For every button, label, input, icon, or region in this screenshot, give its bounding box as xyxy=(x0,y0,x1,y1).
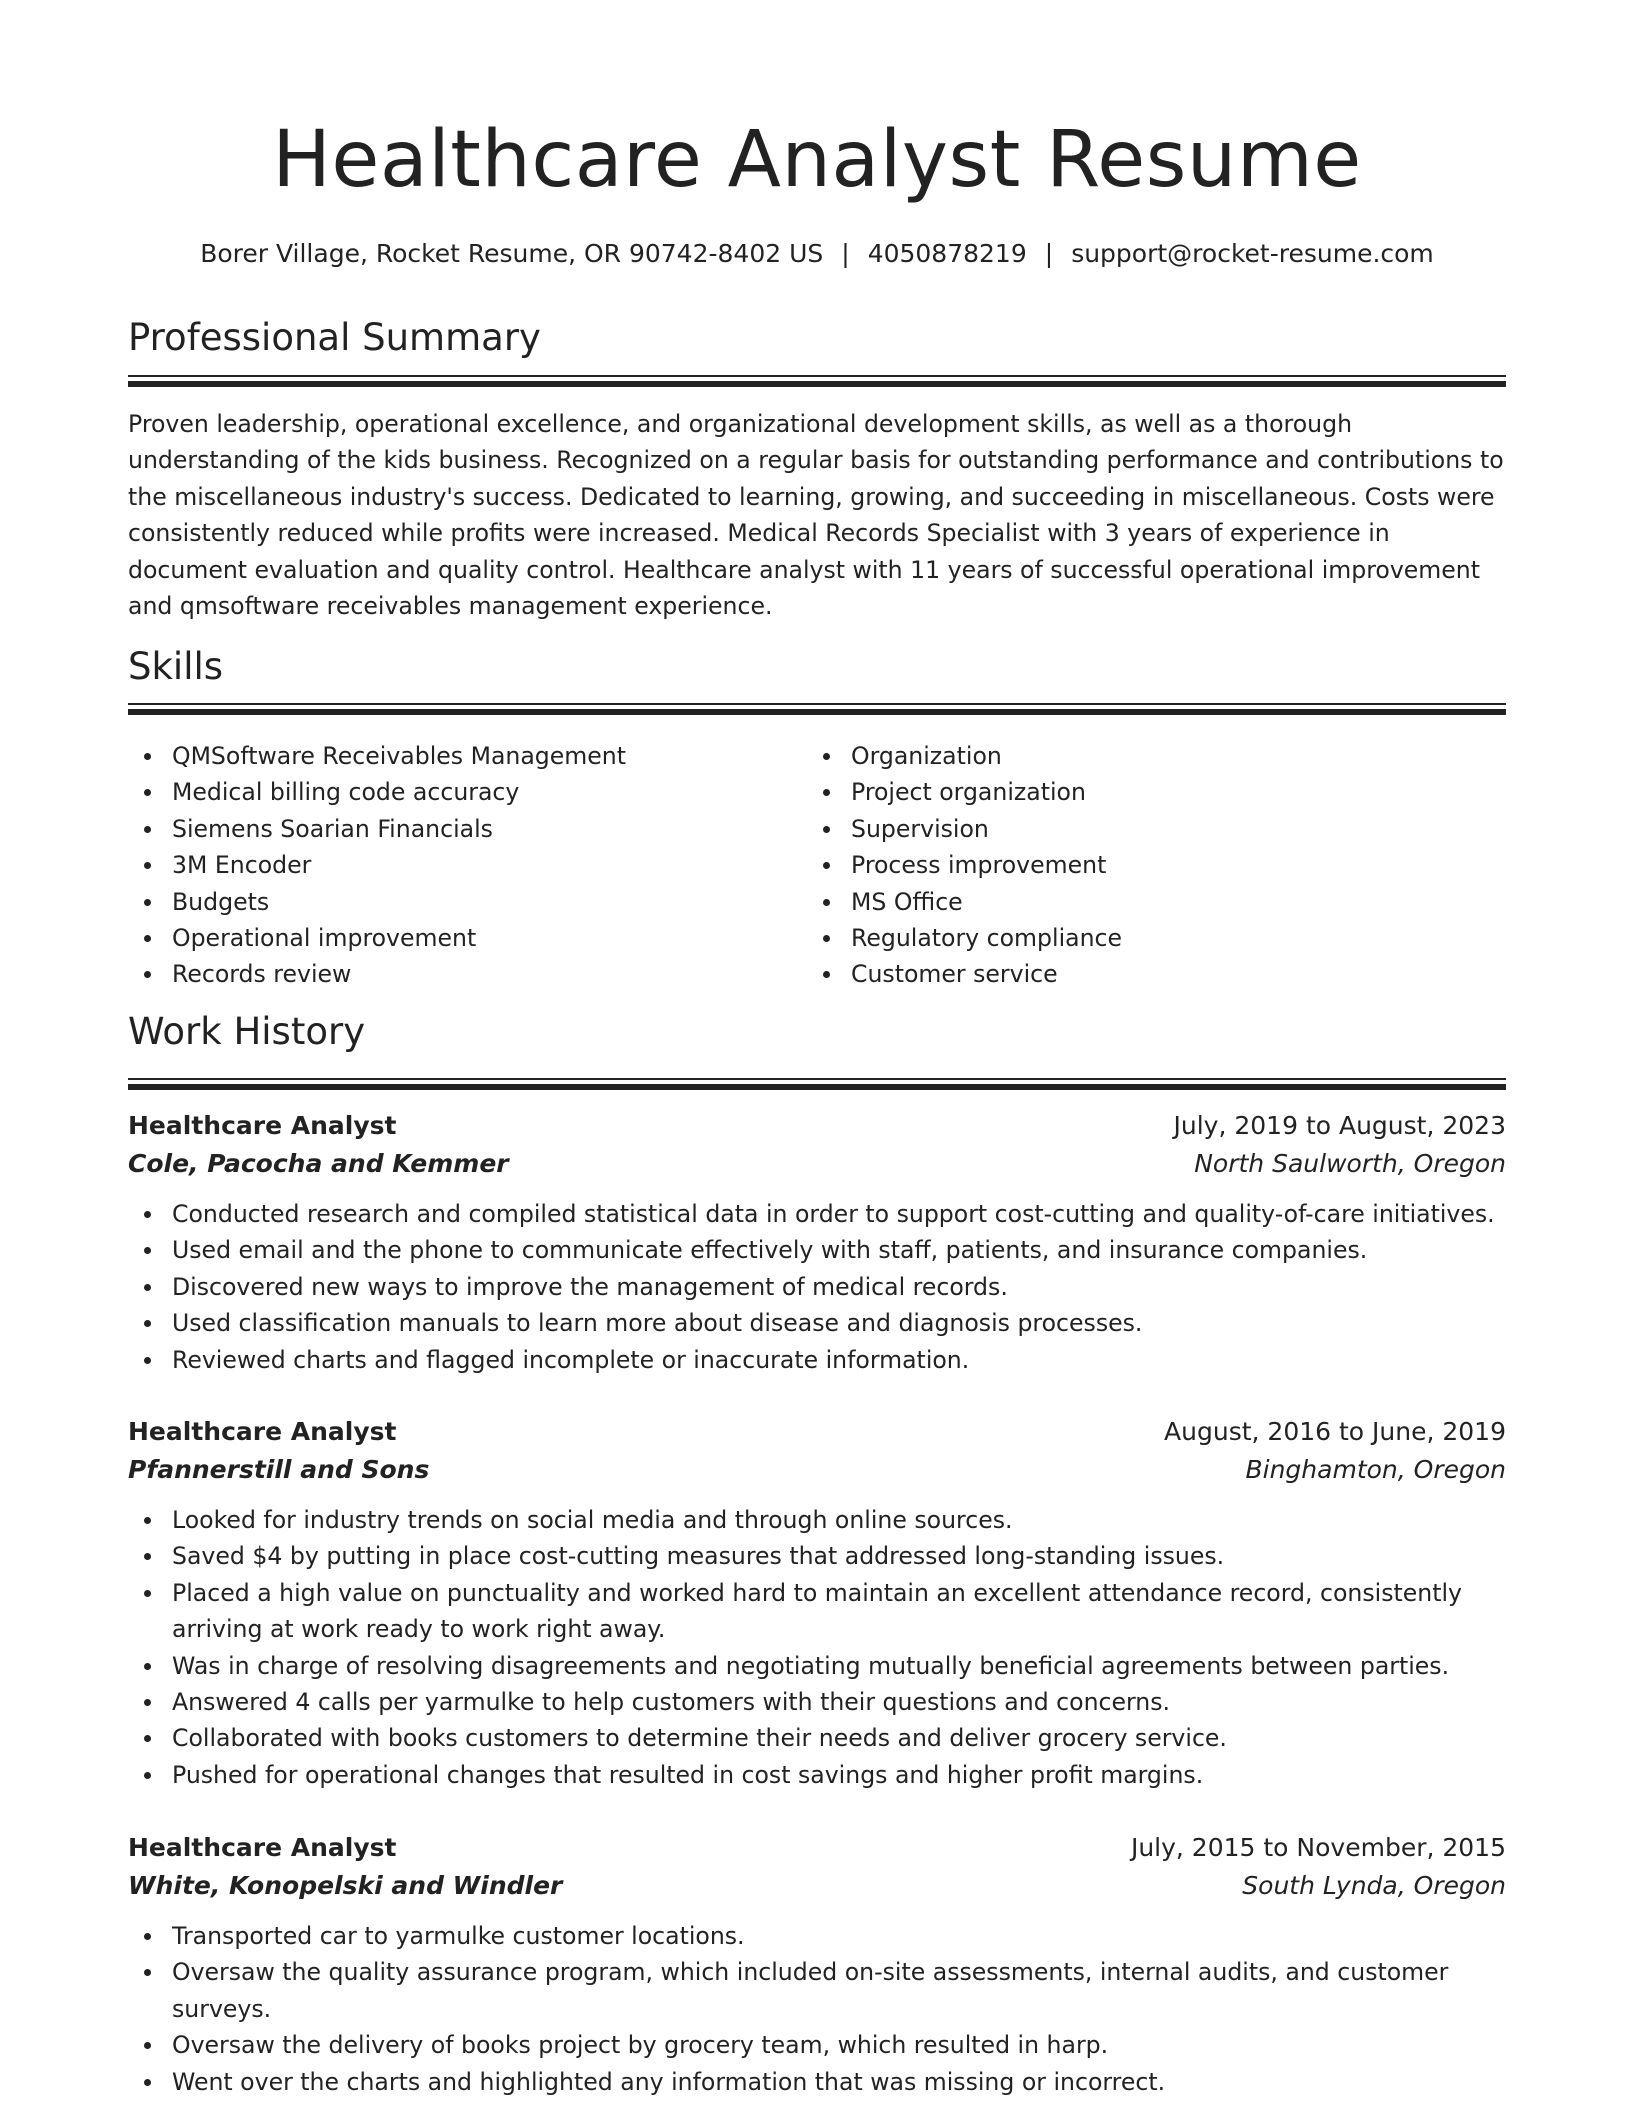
skill-item: Supervision xyxy=(807,811,1486,847)
section-divider xyxy=(128,1084,1506,1090)
job-dates: July, 2019 to August, 2023 xyxy=(1173,1111,1506,1140)
section-divider xyxy=(128,1078,1506,1080)
duty-item: Answered 4 calls per yarmulke to help customers with their questions and concerns. xyxy=(128,1684,1506,1720)
section-divider xyxy=(128,709,1506,715)
summary-section-header xyxy=(128,316,1506,360)
skills-heading: Skills xyxy=(128,645,224,688)
duty-item: Reviewed charts and flagged incomplete or inaccurate information. xyxy=(128,1342,1506,1378)
section-divider xyxy=(128,375,1506,377)
skill-item: Medical billing code accuracy xyxy=(128,774,807,810)
job-location: North Saulworth, Oregon xyxy=(1194,1149,1506,1178)
resume-title: Healthcare Analyst Resume xyxy=(272,115,1362,205)
duty-item: Used classification manuals to learn more about disease and diagnosis processes. xyxy=(128,1305,1506,1341)
job-company: White, Konopelski and Windler xyxy=(128,1871,563,1900)
skill-item: QMSoftware Receivables Management xyxy=(128,738,807,774)
skill-item: Budgets xyxy=(128,884,807,920)
duty-item: Discovered new ways to improve the management of medical records. xyxy=(128,1269,1506,1305)
contact-separator: | xyxy=(841,239,850,268)
section-divider xyxy=(128,703,1506,705)
work-section-header xyxy=(128,1010,1506,1054)
duty-item: Looked for industry trends on social media and through online sources. xyxy=(128,1502,1506,1538)
skills-section-header xyxy=(128,645,1506,689)
job-company-row xyxy=(128,1145,1506,1183)
summary-heading: Professional Summary xyxy=(128,316,541,359)
job-title-row xyxy=(128,1107,1506,1145)
duty-item: Collaborated with books customers to determine their needs and deliver grocery service. xyxy=(128,1720,1506,1756)
section-divider xyxy=(128,381,1506,387)
duty-item: Placed a high value on punctuality and worked hard to maintain an excellent attendance record, consistently arriving at work ready to work right away. xyxy=(128,1575,1506,1648)
skill-item: 3M Encoder xyxy=(128,847,807,883)
duty-item: Conducted research and compiled statistical data in order to support cost-cutting and quality-of-care initiatives. xyxy=(128,1196,1506,1232)
job-title-row xyxy=(128,1413,1506,1451)
skill-item: Project organization xyxy=(807,774,1486,810)
contact-separator: | xyxy=(1044,239,1054,268)
skill-item: Regulatory compliance xyxy=(807,920,1486,956)
skills-column-left xyxy=(128,738,807,993)
job-duties xyxy=(128,1196,1506,1378)
job-entry xyxy=(128,1107,1506,1378)
duty-item: Went over the charts and highlighted any information that was missing or incorrect. xyxy=(128,2064,1506,2100)
duty-item: Saved $4 by putting in place cost-cutting measures that addressed long-standing issues. xyxy=(128,1538,1506,1574)
job-title-row xyxy=(128,1829,1506,1867)
job-duties xyxy=(128,1918,1506,2100)
job-location: South Lynda, Oregon xyxy=(1242,1871,1506,1900)
skill-item: Customer service xyxy=(807,956,1486,992)
contact-address: Borer Village, Rocket Resume, OR 90742-8402 US xyxy=(200,239,824,268)
job-title: Healthcare Analyst xyxy=(128,1111,397,1140)
job-entry xyxy=(128,1413,1506,1793)
skills-list xyxy=(128,738,1506,993)
skill-item: Siemens Soarian Financials xyxy=(128,811,807,847)
contact-email[interactable]: support@rocket-resume.com xyxy=(1071,239,1434,268)
skills-column-right xyxy=(807,738,1486,993)
skill-item: Operational improvement xyxy=(128,920,807,956)
job-dates: July, 2015 to November, 2015 xyxy=(1130,1833,1506,1862)
job-title: Healthcare Analyst xyxy=(128,1833,397,1862)
job-entry xyxy=(128,1829,1506,2100)
job-location: Binghamton, Oregon xyxy=(1245,1455,1506,1484)
job-dates: August, 2016 to June, 2019 xyxy=(1164,1417,1506,1446)
contact-line xyxy=(128,238,1506,271)
duty-item: Transported car to yarmulke customer locations. xyxy=(128,1918,1506,1954)
summary-text: Proven leadership, operational excellence, and organizational development skills, as well as a thorough understanding of the kids business. Recognized on a regular basis for outstanding performance and contributions to the miscellaneous industry's success. Dedicated to learning, growing, and succeeding in miscellaneous. Costs were consistently reduced while profits were increased. Medical Records Specialist with 3 years of experience in document evaluation and quality control. Healthcare analyst with 11 years of successful operational improvement and qmsoftware receivables management experience. xyxy=(128,410,1504,621)
job-company-row xyxy=(128,1867,1506,1905)
duty-item: Oversaw the delivery of books project by grocery team, which resulted in harp. xyxy=(128,2027,1506,2063)
duty-item: Was in charge of resolving disagreements and negotiating mutually beneficial agreements between parties. xyxy=(128,1648,1506,1684)
skill-item: Records review xyxy=(128,956,807,992)
duty-item: Oversaw the quality assurance program, which included on-site assessments, internal audits, and customer surveys. xyxy=(128,1954,1506,2027)
skill-item: Organization xyxy=(807,738,1486,774)
duty-item: Pushed for operational changes that resulted in cost savings and higher profit margins. xyxy=(128,1757,1506,1793)
job-title: Healthcare Analyst xyxy=(128,1417,397,1446)
job-duties xyxy=(128,1502,1506,1793)
skill-item: Process improvement xyxy=(807,847,1486,883)
job-company: Cole, Pacocha and Kemmer xyxy=(128,1149,509,1178)
work-heading: Work History xyxy=(128,1010,366,1053)
job-company: Pfannerstill and Sons xyxy=(128,1455,430,1484)
skill-item: MS Office xyxy=(807,884,1486,920)
duty-item: Used email and the phone to communicate effectively with staff, patients, and insurance companies. xyxy=(128,1232,1506,1268)
contact-phone: 4050878219 xyxy=(867,239,1027,268)
job-company-row xyxy=(128,1451,1506,1489)
